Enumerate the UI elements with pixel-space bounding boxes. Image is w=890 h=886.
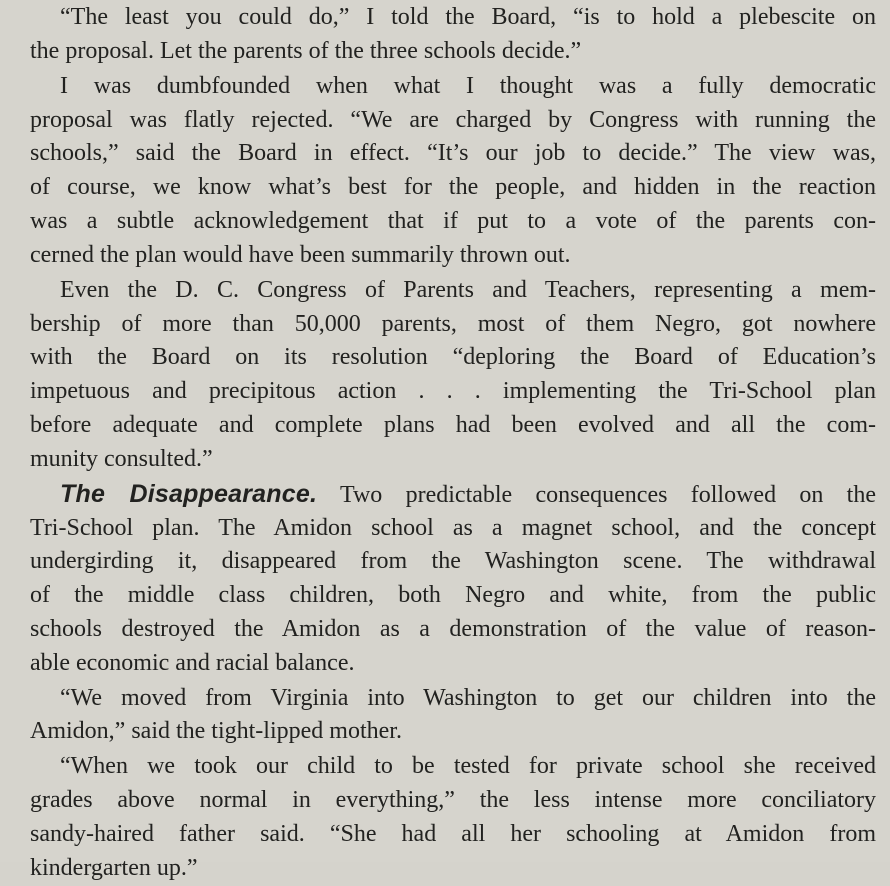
text-line: “We moved from Virginia into Washington to get our children into the: [60, 684, 876, 711]
text-line: proposal was flatly rejected. “We are charged by Congress with running the: [30, 106, 876, 133]
heading-line-text: Two predictable consequences followed on the: [339, 481, 876, 508]
text-line: I was dumbfounded when what I thought was a fully democratic: [60, 72, 876, 99]
text-line: the proposal. Let the parents of the three schools decide.”: [30, 37, 582, 64]
text-line: kindergarten up.”: [30, 854, 198, 881]
text-line: “When we took our child to be tested for private school she received: [60, 753, 876, 780]
text-line: with the Board on its resolution “deploring the Board of Education’s: [30, 344, 876, 371]
section-heading: The Disappearance.: [60, 479, 318, 508]
paragraph-6: [30, 750, 874, 885]
text-line: schools destroyed the Amidon as a demonstration of the value of reason-: [30, 615, 876, 642]
text-line: able economic and racial balance.: [30, 649, 355, 676]
text-line: of course, we know what’s best for the people, and hidden in the reaction: [30, 174, 876, 201]
text-line: of the middle class children, both Negro and white, from the public: [30, 582, 876, 609]
text-line: Tri-School plan. The Amidon school as a magnet school, and the concept: [30, 514, 876, 541]
text-line: undergirding it, disappeared from the Washington scene. The withdrawal: [30, 548, 876, 575]
text-line: Even the D. C. Congress of Parents and Teachers, representing a mem-: [60, 276, 876, 303]
text-line: bership of more than 50,000 parents, most of them Negro, got nowhere: [30, 310, 876, 337]
text-line: impetuous and precipitous action . . . implementing the Tri-School plan: [30, 378, 876, 405]
text-line: sandy-haired father said. “She had all her schooling at Amidon from: [30, 821, 876, 848]
text-line: schools,” said the Board in effect. “It’s our job to decide.” The view was,: [30, 140, 876, 167]
text-line: Amidon,” said the tight-lipped mother.: [30, 718, 402, 745]
text-line: was a subtle acknowledgement that if put to a vote of the parents con-: [30, 207, 876, 234]
text-line: [60, 478, 876, 512]
text-line: cerned the plan would have been summarily thrown out.: [30, 241, 571, 268]
paragraph-4: [30, 478, 874, 681]
text-line: before adequate and complete plans had been evolved and all the com-: [30, 411, 876, 438]
text-line: munity consulted.”: [30, 445, 213, 472]
paragraph-3: [30, 274, 874, 477]
paragraph-1: [30, 1, 874, 69]
paragraph-5: [30, 682, 874, 750]
paragraph-2: [30, 70, 874, 273]
text-line: grades above normal in everything,” the less intense more conciliatory: [30, 787, 876, 814]
text-line: “The least you could do,” I told the Board, “is to hold a plebescite on: [60, 4, 876, 30]
